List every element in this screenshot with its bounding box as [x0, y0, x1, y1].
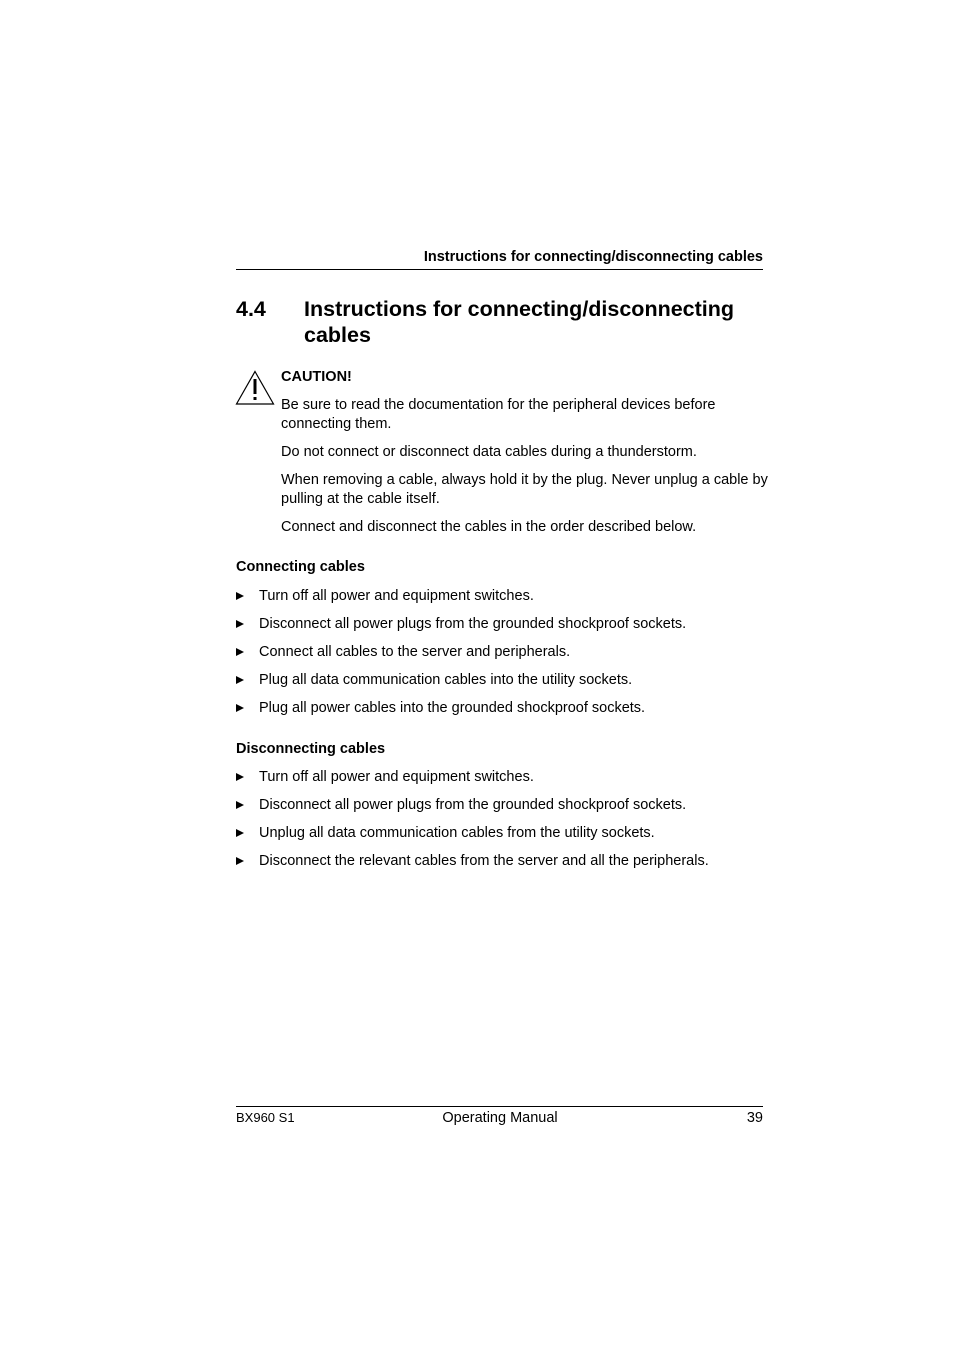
footer-divider	[236, 1106, 763, 1107]
section-title: Instructions for connecting/disconnecting cables	[304, 297, 735, 347]
step-text: Turn off all power and equipment switches.	[259, 588, 534, 604]
list-item	[236, 671, 776, 699]
bullet-arrow-icon	[236, 801, 244, 809]
list-item	[236, 643, 776, 671]
step-text: Disconnect all power plugs from the grounded shockproof sockets.	[259, 616, 687, 632]
header-divider	[236, 269, 763, 270]
bullet-arrow-icon	[236, 676, 244, 684]
list-item	[236, 852, 776, 880]
list-item	[236, 796, 776, 824]
bullet-arrow-icon	[236, 829, 244, 837]
connecting-steps-list	[236, 587, 776, 727]
caution-notice	[281, 368, 771, 546]
step-text: Plug all data communication cables into the utility sockets.	[259, 672, 633, 688]
connecting-cables-heading: Connecting cables	[236, 559, 365, 575]
bullet-arrow-icon	[236, 857, 244, 865]
list-item	[236, 824, 776, 852]
warning-triangle-icon	[235, 370, 275, 406]
step-text: Connect all cables to the server and peripherals.	[259, 644, 571, 660]
disconnecting-cables-heading: Disconnecting cables	[236, 741, 386, 757]
bullet-arrow-icon	[236, 704, 244, 712]
disconnecting-steps-list	[236, 768, 776, 880]
bullet-arrow-icon	[236, 773, 244, 781]
section-number: 4.4	[236, 297, 266, 321]
caution-title: CAUTION!	[281, 369, 352, 385]
step-text: Disconnect the relevant cables from the server and all the peripherals.	[259, 853, 709, 869]
step-text: Plug all power cables into the grounded shockproof sockets.	[259, 700, 646, 716]
step-text: Turn off all power and equipment switches.	[259, 769, 534, 785]
list-item	[236, 587, 776, 615]
running-header: Instructions for connecting/disconnecting cables	[423, 249, 763, 265]
footer-manual-title: Operating Manual	[442, 1110, 558, 1126]
step-text: Unplug all data communication cables from the utility sockets.	[259, 825, 655, 841]
list-item	[236, 768, 776, 796]
list-item	[236, 699, 776, 727]
caution-paragraph: Connect and disconnect the cables in the order described below.	[281, 519, 697, 535]
list-item	[236, 615, 776, 643]
footer-product: BX960 S1	[236, 1110, 295, 1125]
caution-paragraph: When removing a cable, always hold it by the plug. Never unplug a cable by pulling at the cable itself.	[281, 472, 768, 507]
caution-paragraph: Do not connect or disconnect data cables during a thunderstorm.	[281, 444, 697, 460]
caution-paragraph: Be sure to read the documentation for the peripheral devices before connecting them.	[281, 397, 716, 432]
page-number: 39	[746, 1110, 763, 1126]
bullet-arrow-icon	[236, 620, 244, 628]
bullet-arrow-icon	[236, 592, 244, 600]
step-text: Disconnect all power plugs from the grounded shockproof sockets.	[259, 797, 687, 813]
bullet-arrow-icon	[236, 648, 244, 656]
